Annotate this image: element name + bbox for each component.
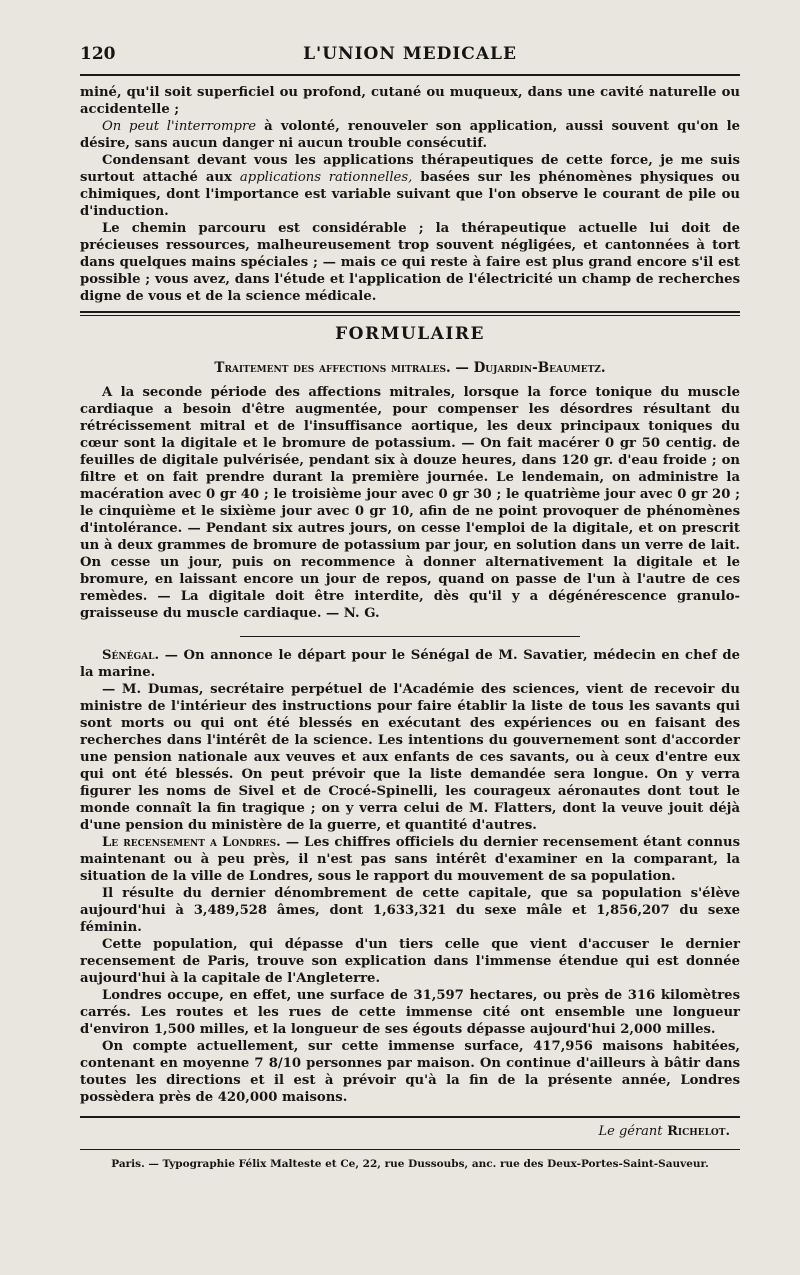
intro-paragraph-3-after: basées sur les phénomènes physiques ou chimiques, dont l'importance est variable suivant que l'on observe le courant de pile ou d'induction. bbox=[80, 170, 740, 219]
printer-imprint: Paris. — Typographie Félix Malteste et Ce, 22, rue Dussoubs, anc. rue des Deux-Portes-Saint-Sauveur. bbox=[111, 1158, 709, 1170]
news-text-londres: — Les chiffres officiels du dernier recensement étant connus maintenant ou à peu près, il n'est pas sans intérêt d'examiner en la comparant, la situation de la ville de Londres, sous le rapport du mouvement de sa population. bbox=[80, 835, 740, 884]
news-item-houses: On compte actuellement, sur cette immense surface, 417,956 maisons habitées, contenant en moyenne 7 8/10 personnes par maison. On continue d'ailleurs à bâtir dans toutes les directions et il est à prévoir qu'à la fin de la présente année, Londres possèdera près de 420,000 maisons. bbox=[80, 1039, 740, 1105]
news-item-surface: Londres occupe, en effet, une surface de 31,597 hectares, ou près de 316 kilomètres carrés. Les routes et les rues de cette immense cité ont ensemble une longueur d'environ 1,500 milles, et la longueur de ses égouts dépasse aujourd'hui 2,000 milles. bbox=[80, 988, 740, 1037]
closing-rule bbox=[80, 1116, 740, 1118]
page-header bbox=[80, 44, 740, 76]
news-item-londres bbox=[80, 834, 740, 885]
page-number: 120 bbox=[80, 44, 116, 64]
section-divider bbox=[80, 311, 740, 316]
intro-paragraph-3 bbox=[80, 152, 740, 220]
signature-name: Richelot. bbox=[667, 1124, 730, 1139]
intro-paragraph-3-text: Condensant devant vous les applications thérapeutiques de cette force, je me suis surtout attaché aux bbox=[80, 153, 740, 185]
intro-paragraph-2-text: à volonté, renouveler son application, aussi souvent qu'on le désire, sans aucun danger ni aucun trouble consécutif. bbox=[80, 119, 740, 151]
intro-paragraph-2 bbox=[80, 118, 740, 152]
intro-paragraph-4: Le chemin parcouru est considérable ; la thérapeutique actuelle lui doit de précieuses ressources, malheureusement trop souvent négligées, et cantonnées à tort dans quelques mains spéciales ; — mais ce qui reste à faire est plus grand encore s'il est possible ; vous avez, dans l'étude et l'application de l'électricité un champ de recherches digne de vous et de la science médicale. bbox=[80, 221, 740, 304]
news-item-senegal bbox=[80, 647, 740, 681]
footer-rule bbox=[80, 1149, 740, 1150]
article-subtitle: Traitement des affections mitrales. — Dujardin-Beaumetz. bbox=[214, 360, 606, 376]
news-lead-senegal: Sénégal. bbox=[102, 648, 160, 663]
intro-paragraph-3-italic: applications rationnelles, bbox=[239, 170, 413, 185]
news-item-comparison: Cette population, qui dépasse d'un tiers celle que vient d'accuser le dernier recensement de Paris, trouve son explication dans l'immense étendue qui est donnée aujourd'hui à la capitale de l'Angleterre. bbox=[80, 937, 740, 986]
intro-paragraph-1: miné, qu'il soit superficiel ou profond, cutané ou muqueux, dans une cavité naturelle ou accidentelle ; bbox=[80, 85, 740, 117]
section-title: FORMULAIRE bbox=[335, 324, 485, 344]
intro-italic-lead: On peut l'interrompre bbox=[102, 119, 257, 134]
intro-section bbox=[80, 84, 740, 305]
formulaire-section bbox=[80, 324, 740, 622]
signature-label: Le gérant bbox=[598, 1124, 663, 1139]
signature bbox=[80, 1124, 730, 1139]
news-item-dumas: — M. Dumas, secrétaire perpétuel de l'Académie des sciences, vient de recevoir du ministre de l'intérieur des instructions pour faire établir la liste de tous les savants qui sont morts ou qui ont été blessés en exécutant des expériences ou en faisant des recherches dans l'intérêt de la science. Les intentions du gouvernement sont d'accorder une pension nationale aux veuves et aux enfants de ces savants, ou à ceux d'entre eux qui ont été blessés. On peut prévoir que la liste demandée sera longue. On y verra figurer les noms de Sivel et de Crocé-Spinelli, les courageux aéronautes dont tout le monde connaît la fin tragique ; on y verra celui de M. Flatters, dont la veuve jouit déjà d'une pension du ministère de la guerre, et quantité d'autres. bbox=[80, 682, 740, 833]
news-text-senegal: — On annonce le départ pour le Sénégal de M. Savatier, médecin en chef de la marine. bbox=[80, 648, 740, 680]
short-separator bbox=[240, 636, 580, 637]
news-item-population: Il résulte du dernier dénombrement de cette capitale, que sa population s'élève aujourd'hui à 3,489,528 âmes, dont 1,633,321 du sexe mâle et 1,856,207 du sexe féminin. bbox=[80, 886, 740, 935]
news-section bbox=[80, 647, 740, 1106]
running-head: L'UNION MEDICALE bbox=[303, 44, 517, 64]
news-lead-londres: Le recensement a Londres. bbox=[102, 835, 281, 850]
formulaire-body: A la seconde période des affections mitrales, lorsque la force tonique du muscle cardiaque a besoin d'être augmentée, pour compenser les désordres résultant du rétrécissement mitral et de l'insuffisance aortique, les deux principaux toniques du cœur sont la digitale et le bromure de potassium. — On fait macérer 0 gr 50 centig. de feuilles de digitale pulvérisée, pendant six à douze heures, dans 120 gr. d'eau froide ; on filtre et on fait prendre durant la première journée. Le lendemain, on administre la macération avec 0 gr 40 ; le troisième jour avec 0 gr 30 ; le quatrième jour avec 0 gr 20 ; le cinquième et le sixième jour avec 0 gr 10, afin de ne point provoquer de phénomènes d'intolérance. — Pendant six autres jours, on cesse l'emploi de la digitale, et on prescrit un à deux grammes de bromure de potassium par jour, en solution dans un verre de lait. On cesse un jour, puis on recommence à donner alternativement la digitale et le bromure, en laissant encore un jour de repos, quand on passe de l'un à l'autre de ces remèdes. — La digitale doit être interdite, dès qu'il y a dégénérescence granulo-graisseuse du muscle cardiaque. — N. G. bbox=[80, 385, 740, 621]
